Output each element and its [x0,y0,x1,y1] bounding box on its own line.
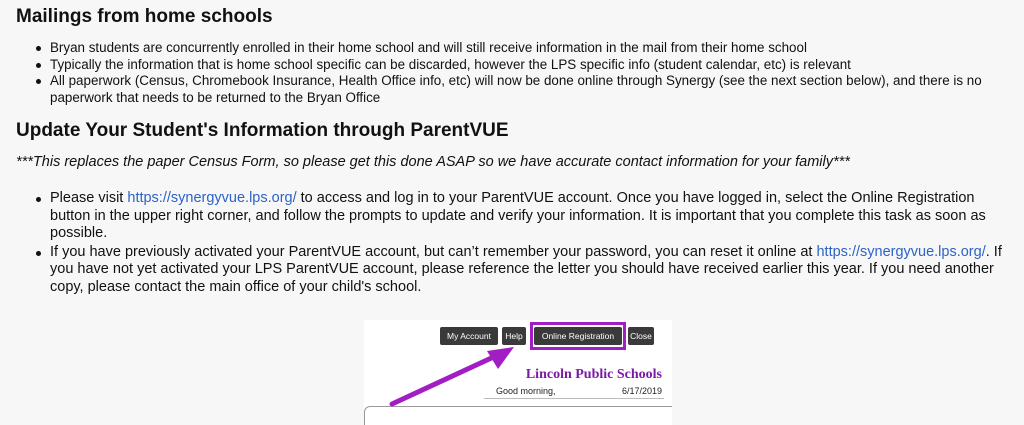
online-registration-button: Online Registration [534,327,622,345]
item-text: Please visit [50,190,128,206]
list-item: Bryan students are concurrently enrolled in their home school and will still receive information in the mail from their home school [16,40,1016,57]
item-text: to access and log in to your ParentVUE account. Once you have logged in, select the Online Registration button in the upper right corner, and follow the prompts to update and verify your information. It is important that you complete this task as soon as possible. [50,190,986,241]
close-button: Close [628,327,654,345]
date-text: 6/17/2019 [621,386,662,396]
item-text: If you have previously activated your ParentVUE account, but can’t remember your password, you can reset it online at [50,243,817,260]
org-name: Lincoln Public Schools [525,367,662,382]
mailings-heading: Mailings from home schools [16,6,273,27]
update-list [16,190,1016,297]
list-item: Typically the information that is home school specific can be discarded, however the LPS specific info (student calendar, etc) is relevant [16,57,1016,74]
list-item: All paperwork (Census, Chromebook Insurance, Health Office info, etc) will now be done online through Synergy (see the next section below), and there is no paperwork that needs to be returned to the Bryan Office [16,73,1016,106]
item-text: . If you have not yet activated your LPS ParentVUE account, please reference the letter you should have received earlier this year. If you need another copy, please contact the main office of your child's school. [50,243,1002,295]
list-item [16,244,1016,297]
list-item [16,190,1016,243]
census-note: ***This replaces the paper Census Form, so please get this done ASAP so we have accurate contact information for your family*** [16,154,850,170]
arrow-icon [364,320,672,425]
my-account-button: My Account [440,327,498,345]
parentvue-screenshot [364,320,672,425]
update-heading: Update Your Student's Information through ParentVUE [16,120,509,141]
help-button: Help [502,327,526,345]
mailings-list [16,40,1016,106]
greeting-text: Good morning, [496,386,556,396]
synergyvue-link[interactable]: https://synergyvue.lps.org/ [127,190,297,206]
synergyvue-link[interactable]: https://synergyvue.lps.org/ [816,243,986,260]
